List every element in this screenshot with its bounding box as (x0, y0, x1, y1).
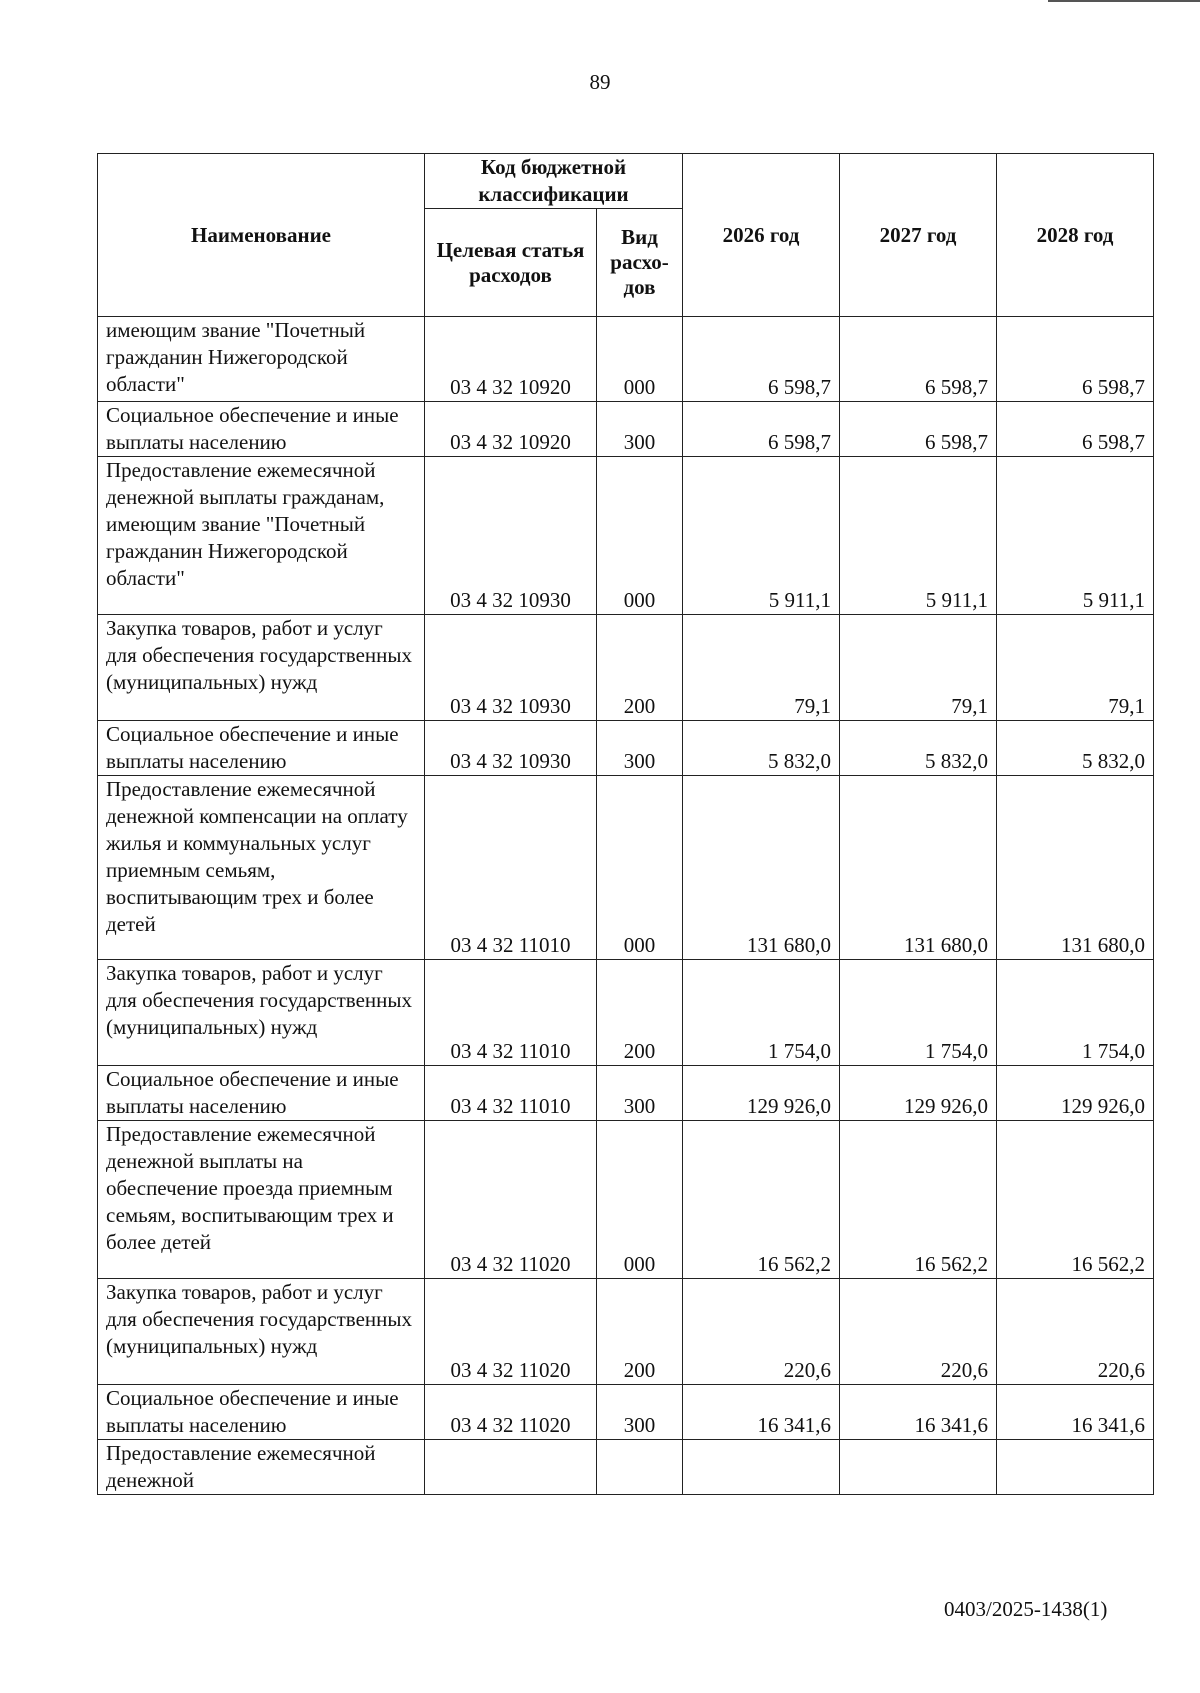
amount-2027-cell: 6 598,7 (840, 317, 997, 402)
amount-2028-cell: 5 911,1 (997, 457, 1154, 615)
amount-2027-cell: 5 911,1 (840, 457, 997, 615)
amount-2028-cell: 6 598,7 (997, 317, 1154, 402)
target-article-cell: 03 4 32 11020 (425, 1279, 597, 1385)
row-name-cell: Закупка товаров, работ и услуг для обеспечения государственных (муниципальных) нужд (98, 960, 425, 1066)
row-name-cell: Социальное обеспечение и иные выплаты населению (98, 402, 425, 457)
amount-2028-cell: 6 598,7 (997, 402, 1154, 457)
amount-2026-cell: 79,1 (683, 615, 840, 721)
amount-2027-cell: 5 832,0 (840, 721, 997, 776)
amount-2026-cell: 6 598,7 (683, 402, 840, 457)
expense-type-cell: 300 (597, 1385, 683, 1440)
table-row (98, 615, 1154, 721)
page-number: 89 (589, 70, 611, 94)
table-row (98, 776, 1154, 960)
target-article-cell: 03 4 32 10920 (425, 402, 597, 457)
amount-2026-cell: 5 832,0 (683, 721, 840, 776)
amount-2027-cell (840, 1440, 997, 1495)
header-year-2028: 2028 год (997, 154, 1154, 317)
expense-type-cell: 300 (597, 721, 683, 776)
table-row (98, 1066, 1154, 1121)
table-row (98, 1121, 1154, 1279)
table-row (98, 1385, 1154, 1440)
amount-2028-cell: 220,6 (997, 1279, 1154, 1385)
amount-2027-cell: 79,1 (840, 615, 997, 721)
amount-2028-cell: 129 926,0 (997, 1066, 1154, 1121)
expense-type-cell: 000 (597, 776, 683, 960)
target-article-cell: 03 4 32 11010 (425, 1066, 597, 1121)
target-article-cell: 03 4 32 11020 (425, 1121, 597, 1279)
top-edge-rule (1048, 0, 1200, 2)
target-article-cell: 03 4 32 10920 (425, 317, 597, 402)
document-id: 0403/2025-1438(1) (944, 1597, 1108, 1621)
amount-2027-cell: 16 341,6 (840, 1385, 997, 1440)
expense-type-cell: 000 (597, 1121, 683, 1279)
table-row (98, 960, 1154, 1066)
table-row (98, 1279, 1154, 1385)
amount-2026-cell: 16 341,6 (683, 1385, 840, 1440)
amount-2026-cell (683, 1440, 840, 1495)
amount-2028-cell: 5 832,0 (997, 721, 1154, 776)
amount-2026-cell: 5 911,1 (683, 457, 840, 615)
amount-2026-cell: 220,6 (683, 1279, 840, 1385)
target-article-cell: 03 4 32 10930 (425, 721, 597, 776)
amount-2028-cell: 16 341,6 (997, 1385, 1154, 1440)
expense-type-cell: 300 (597, 402, 683, 457)
amount-2026-cell: 1 754,0 (683, 960, 840, 1066)
amount-2027-cell: 16 562,2 (840, 1121, 997, 1279)
expense-type-cell: 000 (597, 317, 683, 402)
amount-2028-cell: 79,1 (997, 615, 1154, 721)
row-name-cell: Социальное обеспечение и иные выплаты населению (98, 721, 425, 776)
table-row (98, 317, 1154, 402)
table-row (98, 457, 1154, 615)
target-article-cell: 03 4 32 10930 (425, 457, 597, 615)
header-year-2026: 2026 год (683, 154, 840, 317)
header-expense-type: Вид расхо-дов (597, 209, 683, 317)
table-row (98, 1440, 1154, 1495)
amount-2027-cell: 220,6 (840, 1279, 997, 1385)
header-code-group: Код бюджетной классификации (425, 154, 683, 209)
expense-type-cell: 200 (597, 615, 683, 721)
row-name-cell: Предоставление ежемесячной денежной (98, 1440, 425, 1495)
header-year-2027: 2027 год (840, 154, 997, 317)
table-row (98, 721, 1154, 776)
target-article-cell: 03 4 32 11020 (425, 1385, 597, 1440)
expense-type-cell (597, 1440, 683, 1495)
amount-2028-cell (997, 1440, 1154, 1495)
row-name-cell: Предоставление ежемесячной денежной выплаты гражданам, имеющим звание "Почетный гражданин Нижегородской области" (98, 457, 425, 615)
expense-type-cell: 000 (597, 457, 683, 615)
amount-2027-cell: 1 754,0 (840, 960, 997, 1066)
row-name-cell: Предоставление ежемесячной денежной компенсации на оплату жилья и коммунальных услуг приемным семьям, воспитывающим трех и более детей (98, 776, 425, 960)
amount-2027-cell: 131 680,0 (840, 776, 997, 960)
amount-2027-cell: 6 598,7 (840, 402, 997, 457)
row-name-cell: Социальное обеспечение и иные выплаты населению (98, 1066, 425, 1121)
row-name-cell: имеющим звание "Почетный гражданин Нижегородской области" (98, 317, 425, 402)
amount-2026-cell: 129 926,0 (683, 1066, 840, 1121)
amount-2026-cell: 6 598,7 (683, 317, 840, 402)
header-name: Наименование (98, 154, 425, 317)
table-row (98, 402, 1154, 457)
target-article-cell: 03 4 32 10930 (425, 615, 597, 721)
row-name-cell: Предоставление ежемесячной денежной выплаты на обеспечение проезда приемным семьям, воспитывающим трех и более детей (98, 1121, 425, 1279)
amount-2026-cell: 131 680,0 (683, 776, 840, 960)
expense-type-cell: 300 (597, 1066, 683, 1121)
target-article-cell: 03 4 32 11010 (425, 776, 597, 960)
amount-2028-cell: 1 754,0 (997, 960, 1154, 1066)
row-name-cell: Закупка товаров, работ и услуг для обеспечения государственных (муниципальных) нужд (98, 615, 425, 721)
amount-2028-cell: 16 562,2 (997, 1121, 1154, 1279)
amount-2027-cell: 129 926,0 (840, 1066, 997, 1121)
target-article-cell: 03 4 32 11010 (425, 960, 597, 1066)
budget-table (97, 153, 1154, 1495)
header-target-article: Целевая статья расходов (425, 209, 597, 317)
target-article-cell (425, 1440, 597, 1495)
row-name-cell: Социальное обеспечение и иные выплаты населению (98, 1385, 425, 1440)
table-body (98, 317, 1154, 1495)
row-name-cell: Закупка товаров, работ и услуг для обеспечения государственных (муниципальных) нужд (98, 1279, 425, 1385)
expense-type-cell: 200 (597, 1279, 683, 1385)
expense-type-cell: 200 (597, 960, 683, 1066)
amount-2028-cell: 131 680,0 (997, 776, 1154, 960)
amount-2026-cell: 16 562,2 (683, 1121, 840, 1279)
